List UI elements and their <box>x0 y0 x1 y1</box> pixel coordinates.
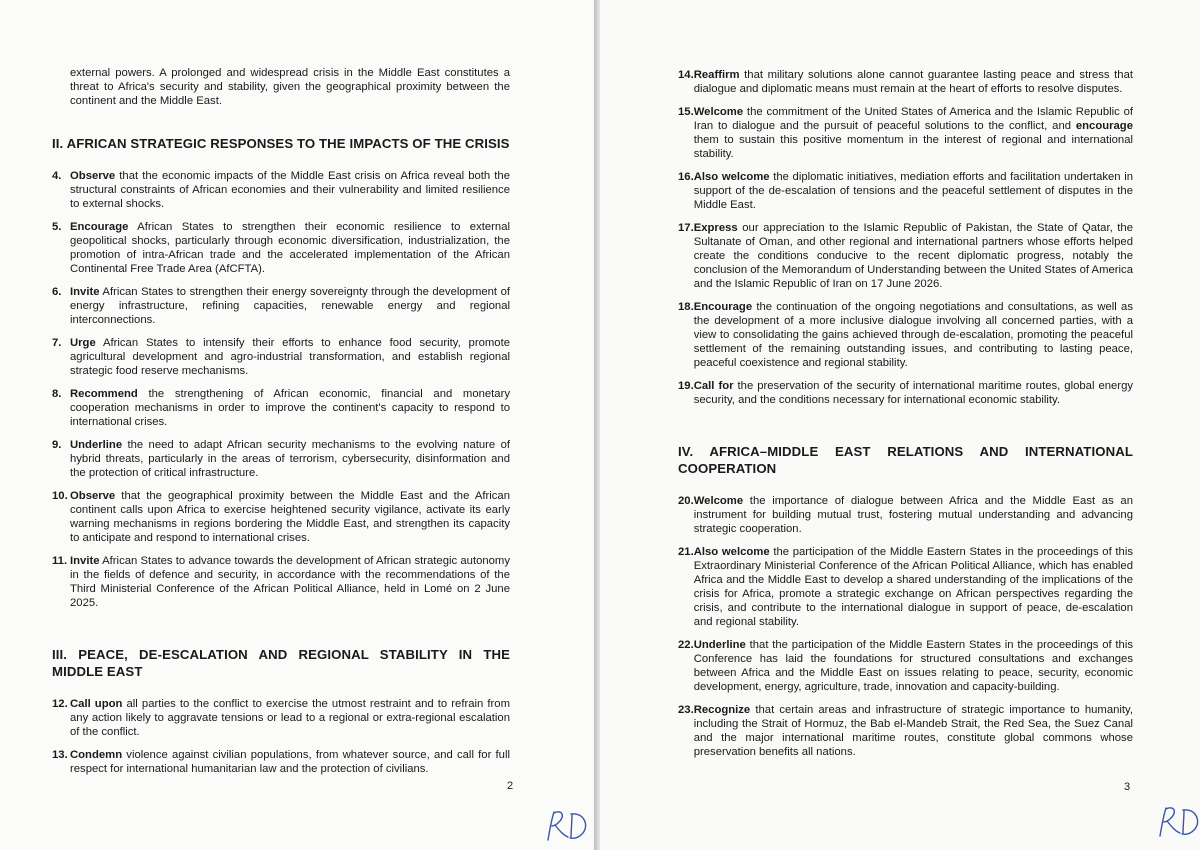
list-item <box>52 285 510 327</box>
item-number: 5. <box>52 221 62 233</box>
item-number: 4. <box>52 170 62 182</box>
item-number: 12. <box>52 698 68 710</box>
item-text: that certain areas and infrastructure of strategic importance to humanity, including the Strait of Hormuz, the Bab el-Mandeb Strait, the Red Sea, the Suez Canal and the major international maritime routes, constitute global commons whose preservation benefits all nations. <box>693 704 1133 758</box>
document-page-right <box>600 0 1200 850</box>
item-keyword: Encourage <box>693 301 753 313</box>
item-number: 7. <box>52 337 62 349</box>
item-number: 23. <box>678 704 694 716</box>
item-keyword: Express <box>693 222 738 234</box>
list-item <box>678 68 1133 96</box>
list-item <box>678 494 1133 536</box>
item-number: 20. <box>678 495 694 507</box>
item-keyword: Urge <box>70 337 96 349</box>
list-item <box>52 697 510 739</box>
item-text: the diplomatic initiatives, mediation efforts and facilitation undertaken in support of the de-escalation of tensions and the peaceful settlement of disputes in the Middle East. <box>693 171 1133 211</box>
page-number: 2 <box>507 780 514 792</box>
item-text: the continuation of the ongoing negotiations and consultations, as well as the development of a more inclusive dialogue involving all concerned parties, with a view to consolidating the gains achieved through de-escalation, promoting the peaceful settlement of the remaining outstanding issues, and contributing to lasting peace, peaceful coexistence and regional stability. <box>693 301 1133 369</box>
item-number: 8. <box>52 388 62 400</box>
page-body <box>678 68 1133 768</box>
page-number: 3 <box>1124 781 1131 793</box>
list-item <box>52 336 510 378</box>
item-keyword: Also welcome <box>693 171 770 183</box>
item-keyword: Welcome <box>693 106 744 118</box>
list-item <box>52 220 510 276</box>
item-text: the preservation of the security of international maritime routes, global energy security, and the conditions necessary for international economic stability. <box>693 380 1134 406</box>
item-keyword: Recognize <box>693 704 751 716</box>
item-text: African States to advance towards the development of African strategic autonomy in the fields of defence and security, in accordance with the recommendations of the Third Ministerial Conference of the African Political Alliance, held in Lomé on 2 June 2025. <box>70 555 510 609</box>
list-item <box>678 170 1133 212</box>
item-text: our appreciation to the Islamic Republic of Pakistan, the State of Qatar, the Sultanate of Oman, and other regional and international partners whose efforts helped create the conditions conducive to the recent diplomatic progress, notably the conclusion of the Memorandum of Understanding between the United States of America and the Islamic Republic of Iran on 17 June 2026. <box>693 222 1133 290</box>
list-item <box>678 379 1133 407</box>
item-text: the participation of the Middle Eastern States in the proceedings of this Extraordinary Ministerial Conference of the African Political Alliance, which has enabled Africa and the Middle East to develop a shared understanding of the implications of the crisis for Africa, promote a strategic exchange on African perspectives regarding the crisis, and contribute to the international dialogue in support of peace, de-escalation and regional stability. <box>693 546 1133 628</box>
item-text: that the participation of the Middle Eastern States in the proceedings of this Conference has laid the foundations for structured consultations and exchanges between Africa and the Middle East on issues relating to peace, security, economic development, energy, agriculture, trade, innovation and capacity-building. <box>693 639 1133 693</box>
list-item <box>678 221 1133 291</box>
item-text: that the geographical proximity between the Middle East and the African continent calls upon Africa to exercise heightened security vigilance, activate its early warning mechanisms in regions bordering the Middle East, and strengthen its capacity to anticipate and respond to international crises. <box>70 490 510 544</box>
item-text: African States to strengthen their energy sovereignty through the development of energy infrastructure, refining capacities, renewable energy and regional interconnections. <box>70 286 510 326</box>
item-number: 18. <box>678 301 694 313</box>
list-item <box>52 554 510 610</box>
document-page-left <box>0 0 594 850</box>
item-keyword: Underline <box>70 439 123 451</box>
list-item <box>52 489 510 545</box>
section-heading-iii: III. PEACE, DE-ESCALATION AND REGIONAL STABILITY IN THE MIDDLE EAST <box>52 647 510 679</box>
item-number: 16. <box>678 171 694 183</box>
item-number: 21. <box>678 546 694 558</box>
item-text: the need to adapt African security mechanisms to the evolving nature of hybrid threats, particularly in the areas of terrorism, cybersecurity, disinformation and the protection of critical infrastructure. <box>70 439 510 479</box>
item-text: African States to intensify their efforts to enhance food security, promote agricultural development and agro-industrial transformation, and establish regional strategic food reserve mechanisms. <box>70 337 510 377</box>
item-number: 9. <box>52 439 62 451</box>
section-heading-iv: IV. AFRICA–MIDDLE EAST RELATIONS AND INTERNATIONAL COOPERATION <box>678 444 1133 476</box>
list-item <box>52 387 510 429</box>
item-number: 17. <box>678 222 694 234</box>
item-number: 19. <box>678 380 694 392</box>
item-keyword: Call for <box>693 380 734 392</box>
item-text: African States to strengthen their economic resilience to external geopolitical shocks, particularly through economic diversification, industrialization, the promotion of intra-African trade and the accelerated implementation of the African Continental Free Trade Area (AfCFTA). <box>70 221 510 275</box>
list-item <box>52 438 510 480</box>
item-keyword: Invite <box>70 555 100 567</box>
list-item <box>678 638 1133 694</box>
list-item <box>52 748 510 776</box>
page-body <box>52 66 510 785</box>
item-keyword: Call upon <box>70 698 123 710</box>
item-keyword: Recommend <box>70 388 138 400</box>
list-item <box>678 545 1133 629</box>
item-number: 10. <box>52 490 68 502</box>
handwritten-initials <box>544 806 592 846</box>
item-number: 14. <box>678 69 694 81</box>
continuation-paragraph: external powers. A prolonged and widespread crisis in the Middle East constitutes a threat to Africa's security and stability, given the geographical proximity between the continent and the Middle East. <box>70 67 510 107</box>
item-keyword: Encourage <box>70 221 129 233</box>
list-item <box>678 300 1133 370</box>
handwritten-initials <box>1156 802 1200 842</box>
item-number: 13. <box>52 749 68 761</box>
item-keyword: Invite <box>70 286 100 298</box>
item-text: violence against civilian populations, from whatever source, and call for full respect for international humanitarian law and the protection of civilians. <box>70 749 510 775</box>
section-heading-ii: II. AFRICAN STRATEGIC RESPONSES TO THE IMPACTS OF THE CRISIS <box>52 136 510 151</box>
item-keyword: Condemn <box>70 749 123 761</box>
item-keyword: Observe <box>70 170 116 182</box>
item-number: 11. <box>52 555 68 567</box>
list-item <box>678 703 1133 759</box>
item-number: 22. <box>678 639 694 651</box>
list-item <box>52 169 510 211</box>
item-number: 15. <box>678 106 694 118</box>
item-keyword: Welcome <box>693 495 744 507</box>
item-text: that military solutions alone cannot guarantee lasting peace and stress that dialogue and diplomatic means must remain at the heart of efforts to resolve disputes. <box>693 69 1133 95</box>
item-text: that the economic impacts of the Middle East crisis on Africa reveal both the structural constraints of African economies and their vulnerability and limited resilience to external shocks. <box>70 170 510 210</box>
item-keyword: encourage <box>1075 120 1133 132</box>
item-keyword: Observe <box>70 490 116 502</box>
item-number: 6. <box>52 286 62 298</box>
item-text: all parties to the conflict to exercise the utmost restraint and to refrain from any action likely to aggravate tensions or lead to a regional or extra-regional escalation of the conflict. <box>70 698 510 738</box>
item-keyword: Reaffirm <box>693 69 740 81</box>
list-item <box>678 105 1133 161</box>
item-text: the importance of dialogue between Africa and the Middle East as an instrument for building mutual trust, fostering mutual understanding and advancing strategic cooperation. <box>693 495 1133 535</box>
item-text: the commitment of the United States of America and the Islamic Republic of Iran to dialogue and the pursuit of peaceful solutions to the conflict, and <box>693 106 1133 132</box>
item-keyword: Underline <box>693 639 746 651</box>
item-text: them to sustain this positive momentum in the interest of regional and international stability. <box>693 134 1133 160</box>
item-text: the strengthening of African economic, financial and monetary cooperation mechanisms in order to improve the continent's capacity to respond to international crises. <box>70 388 510 428</box>
item-keyword: Also welcome <box>693 546 770 558</box>
